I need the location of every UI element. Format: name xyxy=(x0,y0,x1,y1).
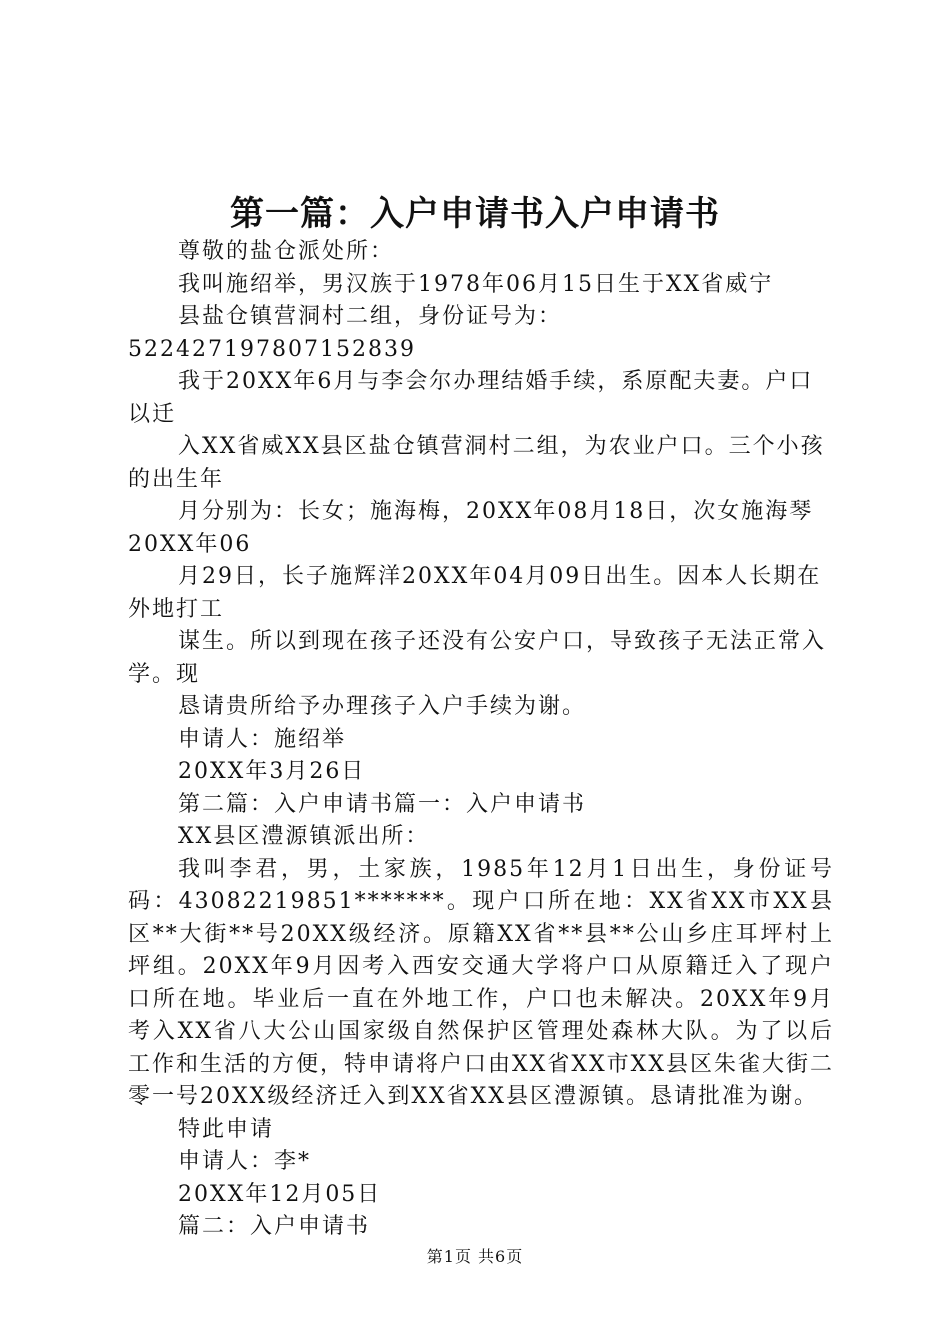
paragraph: 恳请贵所给予办理孩子入户手续为谢。 xyxy=(178,694,587,719)
paragraph: 我于20XX年6月与李会尔办理结婚手续，系原配夫妻。户口以迁 xyxy=(128,369,814,427)
paragraph: 月29日，长子施辉洋20XX年04月09日出生。因本人长期在外地打工 xyxy=(128,564,822,622)
paragraph: 申请人：施绍举 xyxy=(178,726,347,752)
paragraph: 县盐仓镇营洞村二组，身份证号为：522427197807152839 xyxy=(128,304,563,362)
paragraph: 第二篇：入户申请书篇一：入户申请书 xyxy=(178,791,587,817)
document-body xyxy=(128,236,834,1244)
paragraph: 月分别为：长女；施海梅，20XX年08月18日，次女施海琴20XX年06 xyxy=(128,499,814,557)
paragraph: 20XX年12月05日 xyxy=(178,1181,382,1207)
paragraph: 入XX省威XX县区盐仓镇营洞村二组，为农业户口。三个小孩的出生年 xyxy=(128,434,825,492)
paragraph: 特此申请 xyxy=(178,1116,275,1142)
paragraph: 篇二：入户申请书 xyxy=(178,1214,371,1239)
paragraph: 我叫施绍举，男汉族于1978年06月15日生于XX省威宁 xyxy=(178,271,774,297)
document-title: 第一篇：入户申请书入户申请书 xyxy=(230,194,720,234)
paragraph: 谋生。所以到现在孩子还没有公安户口，导致孩子无法正常入学。现 xyxy=(128,629,827,687)
paragraph: 我叫李君，男，土家族，1985年12月1日出生，身份证号码：43082219851*******。现户口所在地：XX省XX市XX县区**大街**号20XX级经济。原籍XX省**县**公山乡庄耳坪村上坪组。20XX年9月因考入西安交通大学将户口从原籍迁入了现户口所在地。毕业后一直在外地工作，户口也未解决。20XX年9月考入XX省八大公山国家级自然保护区管理处森林大队。为了以后工作和生活的方便，特申请将户口由XX省XX市XX县区朱雀大街二零一号20XX级经济迁入到XX省XX县区澧源镇。恳请批准为谢。 xyxy=(128,856,834,1109)
page-footer: 第1页 共6页 xyxy=(426,1247,524,1266)
paragraph: 20XX年3月26日 xyxy=(178,759,366,784)
paragraph: 申请人：李* xyxy=(178,1149,312,1174)
paragraph: 尊敬的盐仓派处所： xyxy=(178,239,395,264)
paragraph: XX县区澧源镇派出所： xyxy=(178,824,430,849)
